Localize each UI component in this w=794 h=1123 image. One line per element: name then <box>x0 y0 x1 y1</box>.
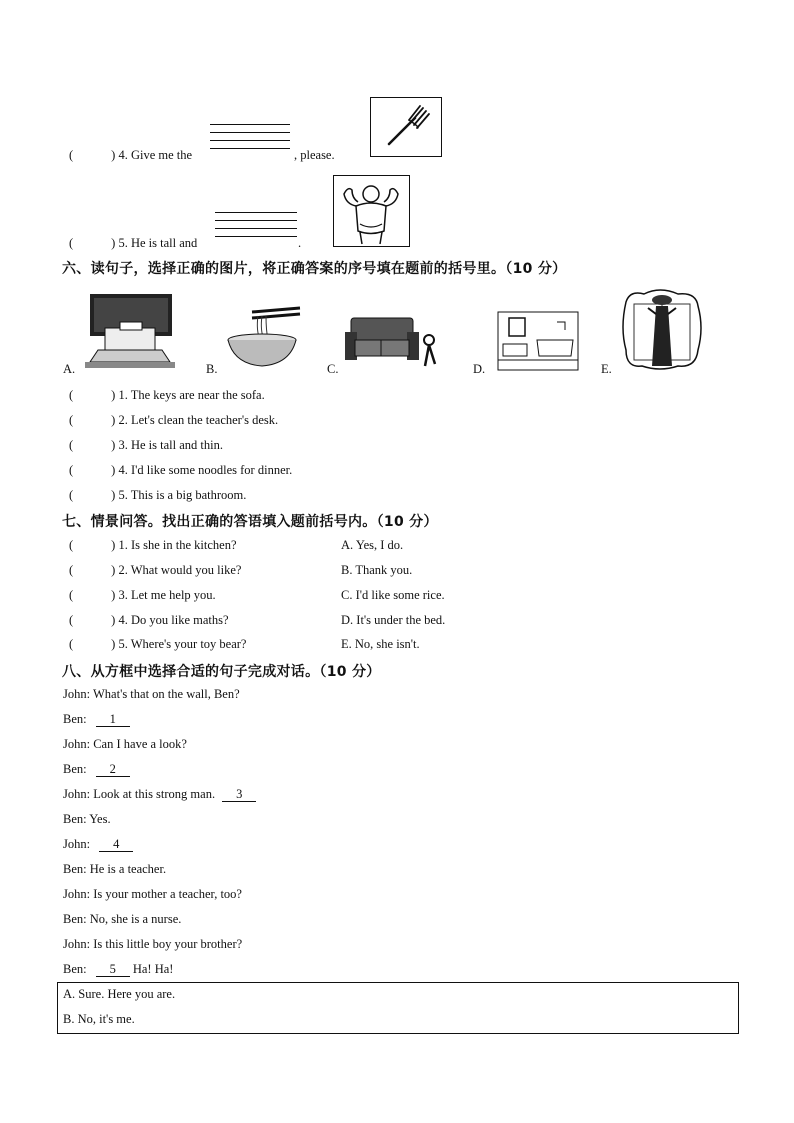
speaker: Ben: <box>63 812 87 826</box>
option-b: B. No, it's me. <box>63 1012 135 1026</box>
section-7-question-2 <box>69 563 241 578</box>
open-paren: ( <box>69 236 74 250</box>
section-7-question-1 <box>69 538 237 553</box>
answer-bracket-close: ) <box>111 637 116 651</box>
answer-bracket-close: ) <box>111 588 116 602</box>
dialogue-line-6 <box>63 812 111 827</box>
picture-label-e: E. <box>601 362 612 376</box>
bathroom-icon <box>497 310 579 372</box>
strong-man-icon <box>333 175 410 247</box>
section-6-heading: 六、读句子，选择正确的图片，将正确答案的序号填在题前的括号里。（10 分） <box>62 261 567 277</box>
picture-label-c: C. <box>327 362 339 376</box>
classroom-desk-icon <box>80 290 180 370</box>
picture-label-a: A. <box>63 362 76 376</box>
section-7-question-5 <box>69 637 246 652</box>
speaker: Ben: <box>63 962 87 976</box>
question-text: 1. The keys are near the sofa. <box>118 388 265 402</box>
answer-bracket-close: ) <box>111 148 116 162</box>
section-7-question-3 <box>69 588 216 603</box>
dialogue-line-12 <box>63 962 173 977</box>
dialogue-line-10 <box>63 912 181 927</box>
answer-bracket-close: ) <box>111 463 116 477</box>
picture-label-d: D. <box>473 362 486 376</box>
question-5-4 <box>69 148 192 163</box>
fork-icon <box>370 97 442 157</box>
question-text: He is tall and <box>130 236 198 250</box>
section-6-question-5 <box>69 488 246 503</box>
speaker: John: <box>63 687 91 701</box>
dialogue-line-1 <box>63 687 240 702</box>
dialogue-text: Can I have a look? <box>93 737 187 751</box>
question-text: 1. Is she in the kitchen? <box>118 538 237 552</box>
dialogue-line-9 <box>63 887 242 902</box>
answer-bracket[interactable]: ( <box>69 637 74 651</box>
section-6-question-4 <box>69 463 292 478</box>
four-line-writing-blank[interactable] <box>210 124 290 156</box>
dialogue-line-5 <box>63 787 256 802</box>
answer-option-a: A. Yes, I do. <box>341 538 404 552</box>
answer-blank[interactable]: 5 <box>96 963 130 977</box>
answer-bracket[interactable]: ( <box>69 613 74 627</box>
speaker: Ben: <box>63 762 87 776</box>
answer-bracket-close: ) <box>111 488 116 502</box>
answer-bracket-close: ) <box>111 438 116 452</box>
question-text: 2. Let's clean the teacher's desk. <box>118 413 279 427</box>
open-paren: ( <box>69 148 74 162</box>
question-number: 5. <box>118 236 128 250</box>
speaker: Ben: <box>63 912 87 926</box>
answer-option-c: C. I'd like some rice. <box>341 588 445 602</box>
section-6-question-3 <box>69 438 223 453</box>
noodles-icon <box>222 298 302 372</box>
question-text: Give me the <box>130 148 193 162</box>
answer-bracket-close: ) <box>111 563 116 577</box>
dialogue-line-11 <box>63 937 242 952</box>
answer-bracket[interactable]: ( <box>69 588 74 602</box>
dialogue-line-3 <box>63 737 187 752</box>
dialogue-text: Look at this strong man. <box>93 787 216 801</box>
answer-bracket[interactable]: ( <box>69 488 74 502</box>
speaker: John: <box>63 937 91 951</box>
answer-bracket[interactable]: ( <box>69 413 74 427</box>
dialogue-text: Is this little boy your brother? <box>93 937 243 951</box>
answer-bracket[interactable]: ( <box>69 563 74 577</box>
answer-blank[interactable]: 4 <box>99 838 133 852</box>
answer-blank[interactable]: 3 <box>222 788 256 802</box>
question-suffix: . <box>298 236 302 250</box>
speaker: Ben: <box>63 712 87 726</box>
speaker: John: <box>63 787 91 801</box>
dialogue-text: He is a teacher. <box>89 862 167 876</box>
question-5-5 <box>69 236 197 251</box>
question-suffix: , please. <box>294 148 335 162</box>
tall-thin-man-icon <box>620 288 704 372</box>
answer-bracket-close: ) <box>111 538 116 552</box>
question-number: 4. <box>118 148 128 162</box>
speaker: Ben: <box>63 862 87 876</box>
dialogue-text: Is your mother a teacher, too? <box>93 887 242 901</box>
dialogue-text: No, she is a nurse. <box>89 912 182 926</box>
answer-bracket-close: ) <box>111 413 116 427</box>
answer-bracket[interactable]: ( <box>69 388 74 402</box>
option-a: A. Sure. Here you are. <box>63 987 176 1001</box>
speaker: John: <box>63 887 91 901</box>
question-text: 4. Do you like maths? <box>118 613 229 627</box>
section-6-question-1 <box>69 388 265 403</box>
dialogue-line-7 <box>63 837 133 852</box>
question-text: 2. What would you like? <box>118 563 242 577</box>
question-text: 4. I'd like some noodles for dinner. <box>118 463 293 477</box>
dialogue-line-8 <box>63 862 166 877</box>
answer-bracket-close: ) <box>111 388 116 402</box>
dialogue-text: Yes. <box>89 812 111 826</box>
picture-label-b: B. <box>206 362 218 376</box>
answer-bracket[interactable]: ( <box>69 538 74 552</box>
section-7-question-4 <box>69 613 229 628</box>
speaker: John: <box>63 837 91 851</box>
answer-bracket[interactable]: ( <box>69 463 74 477</box>
section-7-heading: 七、情景问答。找出正确的答语填入题前括号内。（10 分） <box>62 514 438 530</box>
answer-bracket-close: ) <box>111 236 116 250</box>
section-6-question-2 <box>69 413 278 428</box>
answer-option-d: D. It's under the bed. <box>341 613 446 627</box>
section-8-heading: 八、从方框中选择合适的句子完成对话。（10 分） <box>62 664 381 680</box>
dialogue-line-4 <box>63 762 130 777</box>
sofa-keys-icon <box>343 310 448 370</box>
speaker: John: <box>63 737 91 751</box>
question-text: 3. Let me help you. <box>118 588 216 602</box>
question-text: 3. He is tall and thin. <box>118 438 223 452</box>
answer-blank[interactable]: 2 <box>96 763 130 777</box>
dialogue-text: What's that on the wall, Ben? <box>93 687 240 701</box>
answer-blank[interactable]: 1 <box>96 713 130 727</box>
answer-option-e: E. No, she isn't. <box>341 637 420 651</box>
answer-option-b: B. Thank you. <box>341 563 413 577</box>
dialogue-text: Ha! Ha! <box>132 962 174 976</box>
question-text: 5. This is a big bathroom. <box>118 488 247 502</box>
four-line-writing-blank[interactable] <box>215 212 297 244</box>
answer-bracket-close: ) <box>111 613 116 627</box>
question-text: 5. Where's your toy bear? <box>118 637 247 651</box>
dialogue-line-2 <box>63 712 130 727</box>
answer-bracket[interactable]: ( <box>69 438 74 452</box>
